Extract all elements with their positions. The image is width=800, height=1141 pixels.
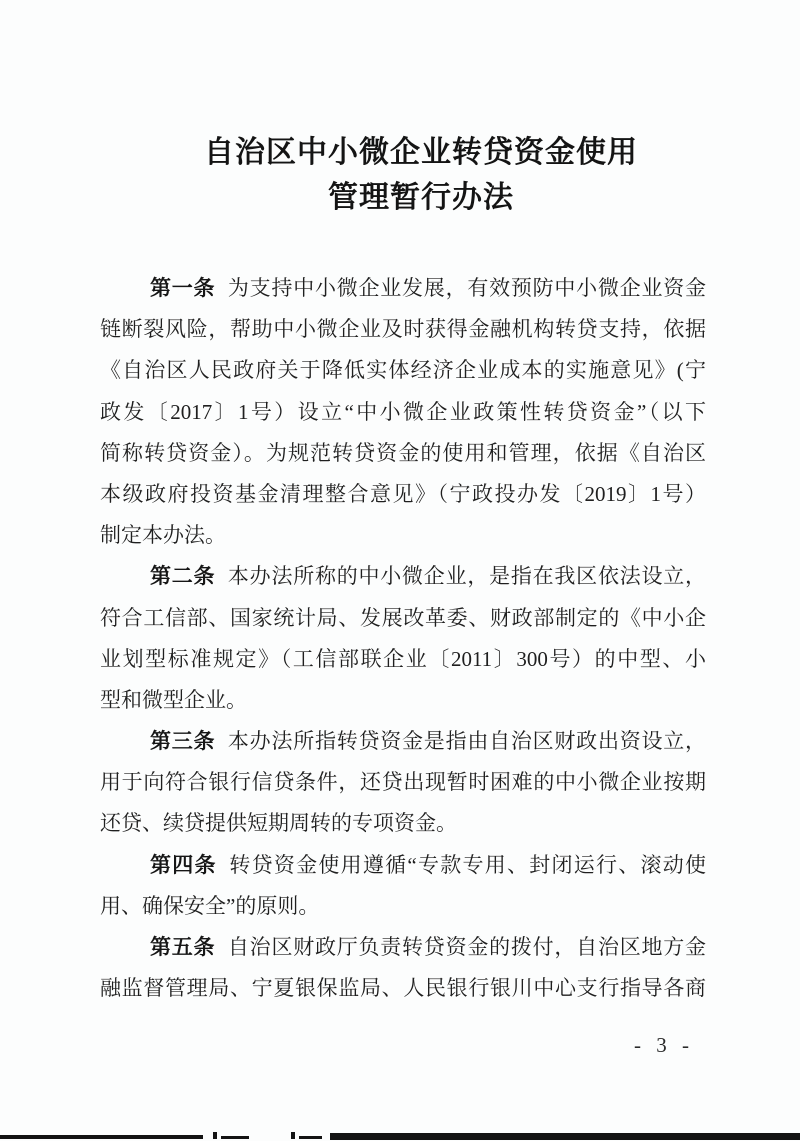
body-line bbox=[100, 392, 706, 433]
body-line bbox=[100, 886, 706, 927]
article-number: 第一条 bbox=[150, 276, 216, 300]
body-line bbox=[100, 268, 706, 309]
scan-artifact-dash bbox=[221, 1136, 249, 1139]
title-line-2: 管理暂行办法 bbox=[328, 181, 514, 214]
scan-artifact-line-left bbox=[0, 1135, 203, 1139]
line-text: 本级政府投资基金清理整合意见》（宁政投办发〔2019〕1号） bbox=[100, 481, 706, 506]
body-line bbox=[100, 927, 706, 968]
body-line bbox=[100, 639, 706, 680]
line-text: 《自治区人民政府关于降低实体经济企业成本的实施意见》(宁 bbox=[100, 358, 706, 383]
line-text: 简称转贷资金）。为规范转贷资金的使用和管理，依据《自治区 bbox=[100, 440, 706, 465]
line-text: 本办法所指转贷资金是指由自治区财政出资设立， bbox=[227, 729, 706, 754]
line-text: 为支持中小微企业发展，有效预防中小微企业资金 bbox=[227, 276, 706, 300]
line-text: 用于向符合银行信贷条件，还贷出现暂时困难的中小微企业按期 bbox=[100, 770, 706, 795]
line-text: 型和微型企业。 bbox=[100, 687, 247, 712]
line-text: 融监督管理局、宁夏银保监局、人民银行银川中心支行指导各商 bbox=[100, 976, 706, 1001]
line-text: 业划型标准规定》（工信部联企业〔2011〕300号）的中型、小 bbox=[100, 646, 706, 671]
page-number: - 3 - bbox=[634, 1033, 694, 1057]
title-line-1: 自治区中小微企业转贷资金使用 bbox=[204, 136, 638, 169]
line-text: 用、确保安全”的原则。 bbox=[100, 893, 320, 918]
body-line bbox=[100, 515, 706, 556]
article-number: 第三条 bbox=[150, 729, 216, 754]
scan-artifact-band bbox=[0, 1132, 800, 1141]
scan-artifact-dash bbox=[299, 1136, 322, 1139]
document-body bbox=[100, 268, 706, 1009]
body-line bbox=[100, 309, 706, 350]
body-line bbox=[100, 598, 706, 639]
line-text: 自治区财政厅负责转贷资金的拨付，自治区地方金 bbox=[227, 935, 706, 959]
body-line bbox=[100, 845, 706, 886]
scan-artifact-line-right bbox=[330, 1133, 800, 1140]
body-line bbox=[100, 968, 706, 1009]
body-line bbox=[100, 556, 706, 597]
article-number: 第四条 bbox=[150, 852, 217, 877]
body-line bbox=[100, 762, 706, 803]
scan-artifact-tick bbox=[291, 1132, 295, 1139]
body-line bbox=[100, 474, 706, 515]
body-line bbox=[100, 350, 706, 391]
body-line bbox=[100, 433, 706, 474]
document-title bbox=[118, 130, 724, 220]
line-text: 还贷、续贷提供短期周转的专项资金。 bbox=[100, 811, 457, 836]
line-text: 本办法所称的中小微企业，是指在我区依法设立， bbox=[227, 564, 706, 589]
article-number: 第二条 bbox=[150, 564, 216, 589]
body-line bbox=[100, 721, 706, 762]
scan-artifact-tick bbox=[213, 1132, 217, 1139]
line-text: 政发〔2017〕1号）设立“中小微企业政策性转贷资金”（以下 bbox=[100, 399, 706, 424]
line-text: 链断裂风险，帮助中小微企业及时获得金融机构转贷支持，依据 bbox=[100, 317, 706, 342]
line-text: 符合工信部、国家统计局、发展改革委、财政部制定的《中小企 bbox=[100, 605, 706, 630]
body-line bbox=[100, 803, 706, 844]
line-text: 转贷资金使用遵循“专款专用、封闭运行、滚动使 bbox=[229, 852, 706, 877]
body-line bbox=[100, 680, 706, 721]
line-text: 制定本办法。 bbox=[100, 523, 226, 548]
article-number: 第五条 bbox=[150, 935, 216, 959]
